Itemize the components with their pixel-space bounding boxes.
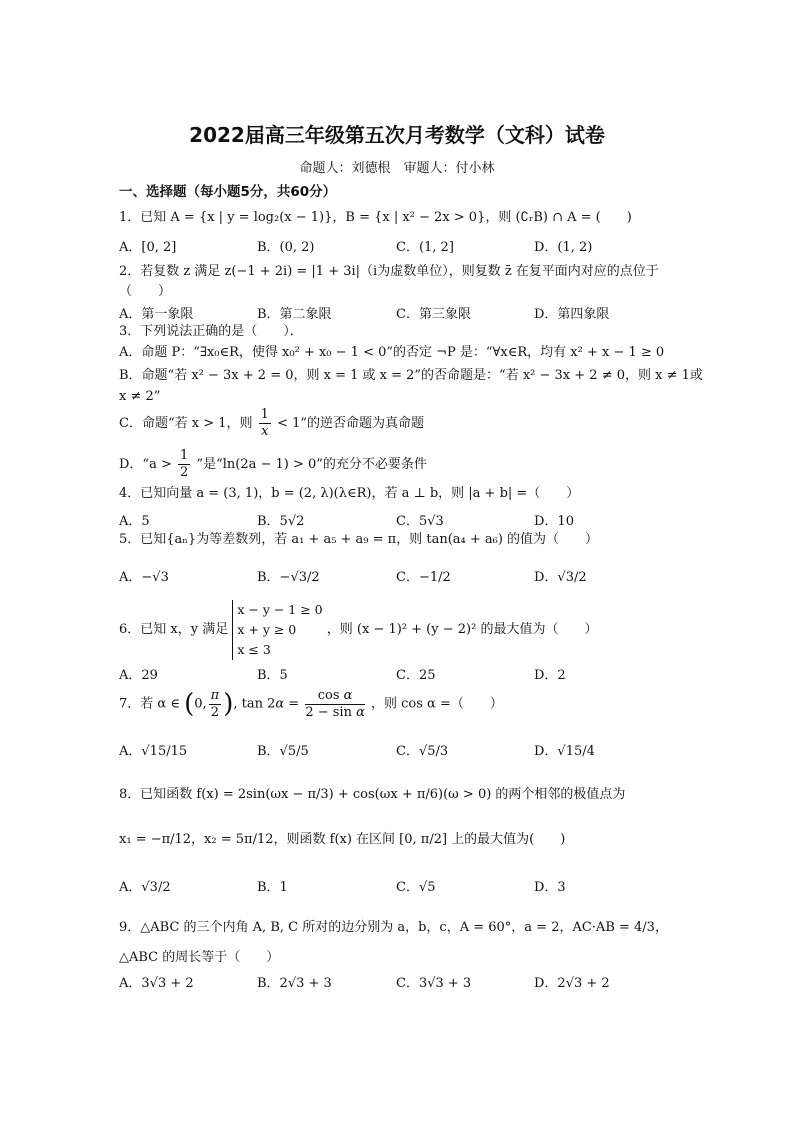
question-6: 6．已知 x，y 满足 x − y − 1 ≥ 0 x + y ≥ 0 x ≤ 3 ，则 (x − 1)² + (y − 2)² 的最大值为（ ） [119, 598, 679, 662]
option-c: C．(1, 2] [396, 240, 454, 255]
option-d: D．10 [534, 514, 574, 529]
question-8-cont: x₁ = −π/12，x₂ = 5π/12，则函数 f(x) 在区间 [0, π/2] 上的最大值为( ) [119, 832, 566, 847]
option-b: B．1 [257, 880, 288, 895]
option-a: A．5 [119, 514, 150, 529]
option-d: D．2√3 + 2 [534, 976, 610, 991]
authors-line: 命题人：刘德根 审题人：付小林 [299, 161, 495, 176]
question-5-options [119, 566, 679, 588]
option-c: C．5√3 [396, 514, 444, 529]
question-2-cont: （ ） [119, 284, 172, 299]
question-3: 3．下列说法正确的是（ ）． [119, 324, 303, 339]
question-6-options [119, 664, 679, 686]
question-1: 1．已知 A = {x | y = log₂(x − 1)}，B = {x | x² − 2x > 0}，则 (∁ᵣB) ∩ A = ( ) [119, 210, 632, 225]
question-8-options [119, 876, 679, 898]
question-9: 9．△ABC 的三个内角 A, B, C 所对的边分别为 a，b，c，A = 60°，a = 2，AC·AB = 4/3， [119, 920, 668, 935]
option-a: A．[0, 2] [119, 240, 177, 255]
option-c: C．−1/2 [396, 570, 451, 585]
question-3-option-a: A．命题 P：“∃x₀∈R，使得 x₀² + x₀ − 1 < 0”的否定 ¬P 是：“∀x∈R，均有 x² + x − 1 ≥ 0 [119, 345, 665, 360]
option-b: B．5√2 [257, 514, 305, 529]
section-heading: 一、选择题（每小题5分，共60分） [119, 184, 337, 200]
option-c: C．√5/3 [396, 744, 449, 759]
option-c: C．3√3 + 3 [396, 976, 472, 991]
page-title: 2022届高三年级第五次月考数学（文科）试卷 [189, 123, 605, 147]
question-5: 5．已知{aₙ}为等差数列，若 a₁ + a₅ + a₉ = π，则 tan(a₄ + a₆) 的值为（ ） [119, 532, 599, 547]
option-a: A．3√3 + 2 [119, 976, 194, 991]
option-b: B．√5/5 [257, 744, 309, 759]
question-3-option-d: D．“a > $\frac{1}{2}$ ”是“ln(2a − 1) > 0”的充分不必要条件 [119, 448, 427, 480]
option-d: D．第四象限 [534, 307, 610, 322]
question-7: 7．若 α ∈ (0, $\frac{\pi}{2}$ ), tan 2α = $\frac{\text{cos α}}{\text{2 − sin α}}$ ，则 cos α =（ ） [119, 687, 503, 720]
option-b: B．5 [257, 668, 288, 683]
option-b: B．2√3 + 3 [257, 976, 332, 991]
question-3-option-b: B．命题“若 x² − 3x + 2 = 0，则 x = 1 或 x = 2”的否命题是：“若 x² − 3x + 2 ≠ 0，则 x ≠ 1或 [119, 368, 703, 383]
question-3-option-c: C．命题“若 x > 1，则 $\frac{1}{x}$ < 1”的逆否命题为真命题 [119, 407, 425, 439]
question-2: 2．若复数 z 满足 z(−1 + 2i) = |1 + 3i|（i为虚数单位），则复数 z̄ 在复平面内对应的点位于 [119, 264, 659, 279]
option-c: C．√5 [396, 880, 436, 895]
question-7-options [119, 740, 679, 762]
option-d: D．√15/4 [534, 744, 595, 759]
option-b: B．(0, 2) [257, 240, 315, 255]
option-d: D．√3/2 [534, 570, 587, 585]
option-b: B．−√3/2 [257, 570, 320, 585]
question-4: 4．已知向量 a = (3, 1)，b = (2, λ)(λ∈R)，若 a ⊥ b，则 |a + b| =（ ） [119, 486, 580, 501]
option-a: A．√3/2 [119, 880, 171, 895]
option-c: C．25 [396, 668, 436, 683]
option-b: B．第二象限 [257, 307, 332, 322]
option-a: A．√15/15 [119, 744, 188, 759]
constraint-system: x − y − 1 ≥ 0 x + y ≥ 0 x ≤ 3 [232, 600, 322, 660]
option-a: A．第一象限 [119, 307, 194, 322]
option-c: C．第三象限 [396, 307, 471, 322]
option-a: A．−√3 [119, 570, 169, 585]
option-d: D．3 [534, 880, 566, 895]
option-d: D．(1, 2) [534, 240, 593, 255]
question-1-options [119, 236, 679, 258]
question-9-cont: △ABC 的周长等于（ ） [119, 950, 280, 965]
option-d: D．2 [534, 668, 566, 683]
question-9-options [119, 972, 679, 994]
option-a: A．29 [119, 668, 158, 683]
question-3-option-b-cont: x ≠ 2” [119, 389, 161, 404]
question-4-options [119, 510, 679, 532]
question-8: 8．已知函数 f(x) = 2sin(ωx − π/3) + cos(ωx + π/6)(ω > 0) 的两个相邻的极值点为 [119, 787, 626, 802]
